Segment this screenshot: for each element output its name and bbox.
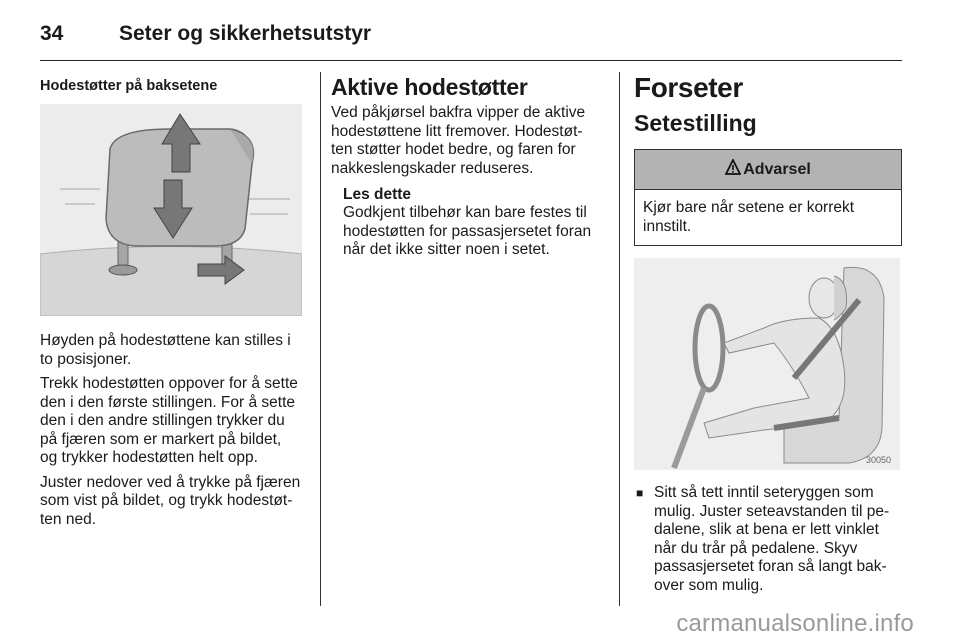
warning-header xyxy=(635,150,901,190)
column-divider-1 xyxy=(320,72,321,606)
note-title: Les dette xyxy=(343,186,412,203)
seating-position-illustration xyxy=(634,258,900,470)
page-header xyxy=(40,22,902,61)
paragraph: Høyden på hodestøttene kan stilles i to posisjoner. xyxy=(40,332,291,368)
column-front-seats xyxy=(634,70,902,595)
section-subheading: Hodestøtter på baksetene xyxy=(40,78,218,94)
section-heading: Aktive hodestøtter xyxy=(331,74,528,100)
note-block xyxy=(343,186,604,260)
warning-box xyxy=(634,149,902,246)
bullet-text: Sitt så tett inntil seteryggen som mulig. Juster seteavstanden til pe-dalene, slik at bena er lett vinklet når du trår på pedalene. Skyv passasjersetet foran så langt bak-over som mulig. xyxy=(654,484,890,594)
section-subheading: Setestilling xyxy=(634,110,757,136)
warning-title: Advarsel xyxy=(743,160,811,178)
warning-text: Kjør bare når setene er korrekt innstilt. xyxy=(643,199,855,235)
paragraph: Ved påkjørsel bakfra vipper de aktive hodestøttene litt fremover. Hodestøt-ten støtter hodet bedre, og faren for nakkeslengskader reduseres. xyxy=(331,104,586,177)
column-divider-2 xyxy=(619,72,620,606)
column-rear-headrests xyxy=(40,70,302,529)
page-number: 34 xyxy=(40,22,64,45)
paragraph: Trekk hodestøtten oppover for å sette den i den første stillingen. For å sette den i den andre stillingen trykker du på fjæren som er markert på bildet, og trykker hodestøtten helt opp. xyxy=(40,375,298,466)
section-heading: Forseter xyxy=(634,72,743,103)
warning-body xyxy=(635,190,901,245)
headrest-illustration xyxy=(40,104,302,316)
bullet-square-icon: ■ xyxy=(636,486,644,500)
warning-icon xyxy=(725,159,741,180)
page-title: Seter og sikkerhetsutstyr xyxy=(119,22,372,45)
list-item xyxy=(634,484,902,595)
watermark: carmanualsonline.info xyxy=(676,610,914,637)
figure-code: 30050 xyxy=(866,455,892,465)
column-active-headrests xyxy=(331,70,604,260)
paragraph: Juster nedover ved å trykke på fjæren som vist på bildet, og trykk hodestøt-ten ned. xyxy=(40,473,301,528)
note-text: Godkjent tilbehør kan bare festes til hodestøtten for passasjersetet foran når det ikke sitter noen i setet. xyxy=(343,204,592,258)
